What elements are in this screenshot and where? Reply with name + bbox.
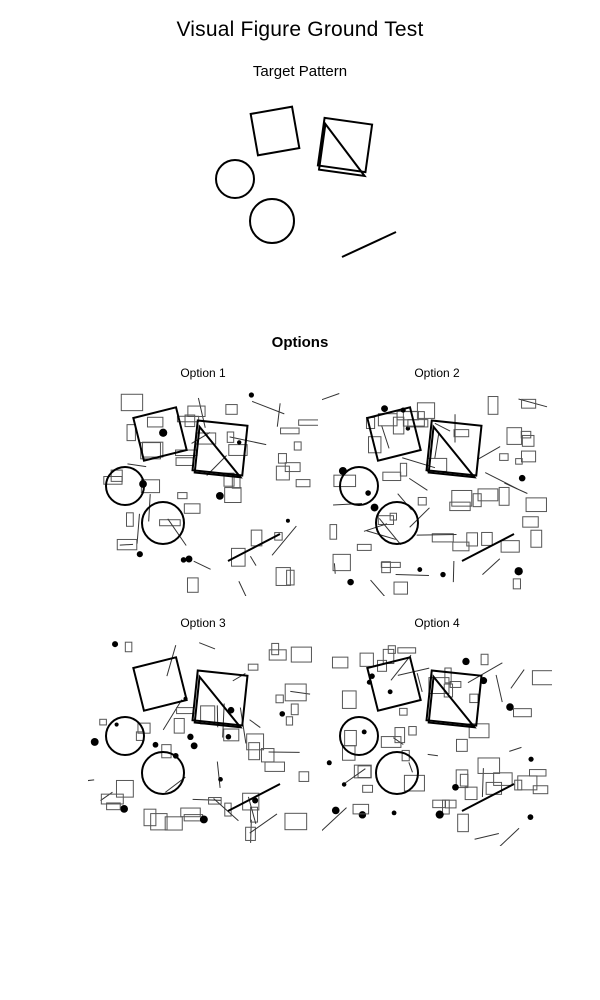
noise-rect [332,657,347,668]
target-circle [250,199,294,243]
option-4-caption: Option 4 [414,616,460,630]
noise-line [214,799,239,821]
noise-line [511,670,524,689]
target-circle [106,717,144,755]
noise-rect [121,394,142,410]
noise-line [509,747,521,751]
noise-rect [177,708,194,714]
noise-rect [445,668,451,683]
noise-line [453,561,454,582]
noise-rect [514,709,532,717]
noise-rect [299,772,309,782]
option-4[interactable] [322,616,552,846]
noise-rect [278,454,286,464]
noise-rect [400,708,407,715]
noise-line [230,437,267,445]
noise-dot [226,734,232,740]
noise-rect [507,428,522,445]
noise-rect [358,766,371,778]
noise-rect [265,762,284,771]
noise-rect [460,774,468,786]
noise-line [382,425,389,448]
noise-dot [237,440,241,444]
target-triangle [195,677,246,728]
options-label: Options [271,334,329,351]
noise-rect [467,533,478,546]
noise-line [396,575,429,576]
noise-rect [456,770,468,788]
noise-line [482,559,499,575]
noise-rect [523,517,539,527]
noise-dot [362,729,367,734]
target-circle [376,752,418,794]
noise-dot [417,567,422,572]
noise-rect [418,497,426,505]
noise-line [409,478,427,490]
noise-rect [144,809,156,826]
noise-dot [388,689,393,694]
noise-dot [462,658,469,665]
noise-rect [397,411,418,419]
noise-rect [296,480,310,487]
noise-line [127,464,146,467]
noise-rect [177,416,198,422]
noise-rect [165,817,182,830]
noise-rect [147,417,162,427]
target-pattern-label: Target Pattern [252,63,348,80]
noise-rect [513,579,520,589]
noise-rect [465,787,477,799]
noise-rect [249,743,260,760]
noise-dot [327,760,332,765]
noise-line [334,563,335,573]
noise-rect [518,776,537,790]
noise-dot [440,572,445,577]
noise-line [217,762,220,788]
noise-rect [417,403,434,419]
noise-dot [249,392,254,397]
noise-line [482,768,483,797]
noise-rect [125,642,132,652]
noise-rect [126,513,133,526]
noise-rect [294,442,301,450]
noise-line [371,580,389,596]
option-1-caption: Option 1 [180,366,226,380]
noise-line [290,691,310,694]
noise-rect [226,405,237,415]
noise-rect [521,451,535,462]
noise-rect [345,730,357,745]
noise-line [518,399,547,407]
noise-dot [381,405,388,412]
option-2-caption: Option 2 [414,366,460,380]
noise-line [101,792,113,800]
noise-dot [506,703,514,711]
noise-rect [458,814,469,831]
noise-rect [501,541,519,552]
page-title: Visual Figure Ground Test [176,18,424,41]
noise-rect [176,458,193,466]
target-circle [340,467,378,505]
noise-rect [100,719,107,725]
noise-dot [452,784,459,791]
noise-rect [291,704,298,715]
option-3-canvas[interactable] [88,636,318,846]
target-circle [340,717,378,755]
noise-rect [357,544,371,550]
noise-dot [515,567,523,575]
noise-rect [398,648,416,653]
noise-line [272,526,296,555]
noise-rect [478,758,500,773]
noise-rect [151,814,167,830]
noise-line [504,483,527,493]
noise-rect [481,654,488,664]
noise-rect [261,749,273,762]
noise-line [435,433,439,459]
noise-rect [174,718,184,733]
noise-rect [381,737,401,748]
target-square [251,107,300,156]
option-1[interactable] [88,366,318,596]
noise-rect [286,717,292,725]
noise-line [277,403,280,426]
noise-rect [433,800,445,807]
target-line [342,232,396,257]
noise-rect [500,454,508,461]
noise-dot [332,807,340,815]
noise-rect [342,691,356,708]
option-3[interactable] [88,616,318,846]
option-2-canvas[interactable] [322,386,552,596]
target-pattern-figure [150,95,450,285]
target-triangle [319,124,371,176]
noise-rect [454,430,469,437]
noise-rect [445,800,456,808]
target-circle [142,502,184,544]
target-circle [376,502,418,544]
option-1-canvas[interactable] [88,386,318,596]
noise-rect [409,727,416,735]
noise-dot [112,641,118,647]
noise-rect [178,493,187,499]
option-3-caption: Option 3 [180,616,226,630]
noise-dot [120,805,128,813]
noise-line [120,544,133,545]
noise-dot [91,738,99,746]
noise-dot [519,475,526,482]
target-triangle [429,677,480,728]
noise-rect [187,578,198,592]
noise-rect [299,420,318,425]
noise-line [167,645,176,676]
noise-line [137,514,139,544]
noise-rect [522,435,534,446]
target-square [133,657,186,710]
noise-dot [137,551,143,557]
noise-rect [248,664,258,670]
option-4-canvas[interactable] [322,636,552,846]
target-circle [216,160,254,198]
noise-line [475,833,499,839]
noise-line [379,518,400,544]
noise-dot [392,810,397,815]
noise-rect [285,813,307,829]
noise-rect [272,643,279,654]
noise-dot [528,757,533,762]
noise-line [322,394,339,404]
noise-rect [394,582,407,594]
noise-dot [159,429,167,437]
target-circle [142,752,184,794]
noise-dot [347,579,353,585]
noise-dot [365,490,371,496]
noise-dot [153,742,159,748]
noise-line [199,643,215,649]
target-square [367,657,420,710]
noise-rect [291,647,311,662]
noise-rect [482,532,493,545]
noise-line [194,561,211,569]
option-2[interactable] [322,366,552,596]
noise-line [239,581,248,596]
noise-dot [187,734,193,740]
noise-rect [470,694,478,702]
noise-rect [383,472,401,480]
noise-rect [285,463,300,472]
noise-rect [184,504,200,513]
target-circle [106,467,144,505]
noise-line [251,820,252,843]
noise-dot [186,556,193,563]
noise-rect [452,490,472,506]
noise-line [409,762,413,772]
noise-rect [360,653,373,666]
noise-dot [371,504,379,512]
noise-rect [499,487,509,505]
target-line [228,534,280,561]
noise-rect [334,475,356,486]
noise-dot [191,742,198,749]
noise-rect [281,428,300,434]
noise-dot [436,811,444,819]
target-line [462,534,514,561]
noise-dot [359,811,366,818]
noise-dot [115,722,119,726]
noise-dot [218,777,223,782]
noise-rect [127,425,135,441]
target-pattern-canvas [150,95,450,285]
noise-rect [354,765,371,778]
noise-dot [286,519,290,523]
noise-rect [225,488,241,503]
noise-rect [488,397,498,415]
noise-rect [276,466,289,480]
noise-line [198,398,205,428]
noise-line [498,828,519,846]
noise-rect [276,695,283,703]
noise-rect [530,770,546,776]
noise-rect [494,773,512,786]
noise-rect [143,442,163,457]
noise-rect [531,530,542,547]
noise-rect [400,463,406,476]
noise-dot [528,814,534,820]
noise-line [410,508,430,527]
noise-rect [224,729,239,741]
noise-line [250,556,256,565]
noise-line [250,720,261,728]
noise-line [88,780,94,783]
noise-line [479,447,500,459]
noise-rect [456,739,467,751]
noise-rect [330,525,337,540]
noise-rect [333,554,350,570]
target-line [462,784,514,811]
noise-dot [279,711,285,717]
noise-line [428,754,438,755]
noise-line [417,535,457,536]
noise-line [193,799,222,800]
noise-rect [473,494,481,507]
noise-dot [200,815,208,823]
noise-rect [532,671,552,685]
noise-rect [526,498,546,512]
noise-dot [216,492,224,500]
noise-dot [181,557,187,563]
noise-line [496,675,502,702]
target-triangle [195,427,246,478]
noise-rect [363,785,373,792]
noise-line [346,769,366,783]
